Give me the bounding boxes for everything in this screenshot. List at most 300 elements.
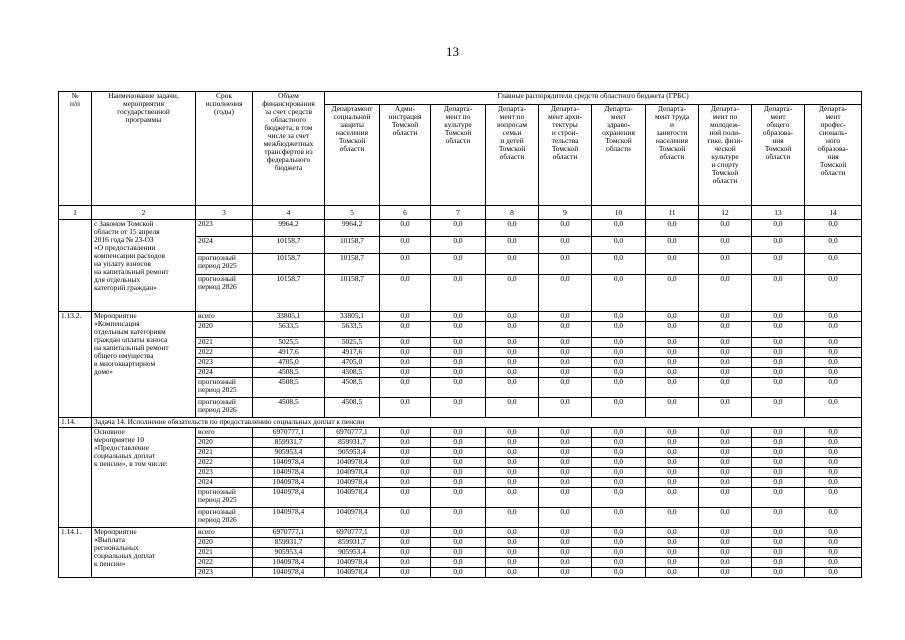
row-period: прогнозный период 2025 — [196, 378, 253, 398]
row-department-value: 0,0 — [539, 448, 592, 458]
row-period: 2023 — [196, 468, 253, 478]
row-social-protection: 1040978,4 — [325, 488, 380, 508]
row-department-value: 0,0 — [752, 220, 805, 237]
row-department-value: 0,0 — [539, 322, 592, 338]
row-department-value: 0,0 — [699, 508, 752, 528]
row-period: 2021 — [196, 448, 253, 458]
table-row — [59, 220, 862, 237]
row-department-value: 0,0 — [592, 458, 646, 468]
row-department-value: 0,0 — [646, 488, 699, 508]
row-department-value: 0,0 — [380, 468, 431, 478]
row-department-value: 0,0 — [486, 358, 539, 368]
row-department-value: 0,0 — [431, 508, 486, 528]
row-department-value: 0,0 — [380, 338, 431, 348]
row-total: 4508,5 — [253, 378, 325, 398]
row-department-value: 0,0 — [380, 448, 431, 458]
row-department-value: 0,0 — [646, 220, 699, 237]
row-social-protection: 6970777,1 — [325, 528, 380, 538]
row-department-value: 0,0 — [486, 478, 539, 488]
row-period: прогнозный период 2025 — [196, 254, 253, 275]
row-department-value: 0,0 — [539, 237, 592, 254]
header-department: Департа- мент по вопросам семьи и детей Томской области — [486, 105, 539, 206]
row-department-value: 0,0 — [752, 468, 805, 478]
row-department-value: 0,0 — [431, 478, 486, 488]
header-grbs: Главные распорядители средств областного бюджета (ГРБС) — [325, 92, 862, 105]
row-department-value: 0,0 — [752, 368, 805, 378]
task-title: Задача 14. Исполнение обязательств по предоставлению социальных доплат к пенсии — [92, 418, 862, 428]
row-social-protection: 859931,7 — [325, 438, 380, 448]
table-row — [59, 312, 862, 322]
row-total: 859931,7 — [253, 538, 325, 548]
row-department-value: 0,0 — [592, 322, 646, 338]
row-department-value: 0,0 — [699, 478, 752, 488]
column-number: 5 — [325, 206, 380, 220]
table-row — [59, 428, 862, 438]
row-department-value: 0,0 — [431, 568, 486, 578]
row-department-value: 0,0 — [431, 528, 486, 538]
row-department-value: 0,0 — [539, 275, 592, 312]
row-period: 2021 — [196, 338, 253, 348]
row-department-value: 0,0 — [752, 438, 805, 448]
row-department-value: 0,0 — [486, 558, 539, 568]
row-department-value: 0,0 — [752, 538, 805, 548]
row-department-value: 0,0 — [752, 428, 805, 438]
row-period: прогнозный период 2026 — [196, 508, 253, 528]
row-department-value: 0,0 — [646, 368, 699, 378]
row-department-value: 0,0 — [805, 448, 862, 458]
row-department-value: 0,0 — [592, 438, 646, 448]
row-total: 1040978,4 — [253, 508, 325, 528]
row-total: 1040978,4 — [253, 458, 325, 468]
row-department-value: 0,0 — [539, 338, 592, 348]
row-social-protection: 10158,7 — [325, 237, 380, 254]
row-name: с Законом Томской области от 15 апреля 2016 года № 23-ОЗ «О предоставлении компенсации расходов на уплату взносов на капитальный ремонт для отдельных категорий граждан» — [92, 220, 196, 312]
row-department-value: 0,0 — [431, 438, 486, 448]
row-code: 1.13.2. — [59, 312, 92, 418]
row-department-value: 0,0 — [805, 548, 862, 558]
row-department-value: 0,0 — [486, 398, 539, 418]
column-number: 10 — [592, 206, 646, 220]
row-department-value: 0,0 — [805, 398, 862, 418]
header-department: Департамент социальной защиты населения Томской области — [325, 105, 380, 206]
row-department-value: 0,0 — [592, 358, 646, 368]
row-department-value: 0,0 — [699, 428, 752, 438]
row-department-value: 0,0 — [592, 275, 646, 312]
row-department-value: 0,0 — [380, 568, 431, 578]
row-department-value: 0,0 — [752, 312, 805, 322]
row-total: 1040978,4 — [253, 568, 325, 578]
row-department-value: 0,0 — [805, 237, 862, 254]
row-period: 2022 — [196, 458, 253, 468]
row-department-value: 0,0 — [592, 378, 646, 398]
row-department-value: 0,0 — [805, 558, 862, 568]
row-total: 4508,5 — [253, 368, 325, 378]
row-total: 1040978,4 — [253, 488, 325, 508]
row-period: всего — [196, 312, 253, 322]
row-department-value: 0,0 — [752, 478, 805, 488]
row-department-value: 0,0 — [431, 237, 486, 254]
row-department-value: 0,0 — [539, 220, 592, 237]
header-volume: Объем финансирования за счет средств областного бюджета, в том числе за счет межбюджетных трансфертов из федерального бюджета — [253, 92, 325, 206]
row-department-value: 0,0 — [486, 438, 539, 448]
row-department-value: 0,0 — [752, 508, 805, 528]
header-department: Департа- мент труда и занятости населения Томской области — [646, 105, 699, 206]
row-department-value: 0,0 — [380, 237, 431, 254]
row-department-value: 0,0 — [539, 254, 592, 275]
row-total: 9964,2 — [253, 220, 325, 237]
row-department-value: 0,0 — [486, 237, 539, 254]
column-number: 14 — [805, 206, 862, 220]
header-department: Департа- мент по культуре Томской области — [431, 105, 486, 206]
row-total: 10158,7 — [253, 275, 325, 312]
row-department-value: 0,0 — [486, 312, 539, 322]
row-department-value: 0,0 — [380, 322, 431, 338]
row-department-value: 0,0 — [380, 548, 431, 558]
row-department-value: 0,0 — [431, 275, 486, 312]
row-department-value: 0,0 — [539, 312, 592, 322]
row-department-value: 0,0 — [380, 558, 431, 568]
row-department-value: 0,0 — [486, 368, 539, 378]
row-department-value: 0,0 — [699, 220, 752, 237]
row-department-value: 0,0 — [752, 488, 805, 508]
row-total: 10158,7 — [253, 254, 325, 275]
column-number: 7 — [431, 206, 486, 220]
row-department-value: 0,0 — [699, 237, 752, 254]
row-social-protection: 1040978,4 — [325, 478, 380, 488]
row-department-value: 0,0 — [699, 488, 752, 508]
row-department-value: 0,0 — [380, 254, 431, 275]
row-department-value: 0,0 — [752, 275, 805, 312]
row-department-value: 0,0 — [380, 378, 431, 398]
row-total: 1040978,4 — [253, 558, 325, 568]
row-department-value: 0,0 — [699, 458, 752, 468]
row-department-value: 0,0 — [486, 468, 539, 478]
header-department: Департа- мент профес- сиональ- ного образова- ния Томской области — [805, 105, 862, 206]
row-department-value: 0,0 — [380, 488, 431, 508]
row-department-value: 0,0 — [592, 528, 646, 538]
row-department-value: 0,0 — [699, 358, 752, 368]
row-department-value: 0,0 — [539, 488, 592, 508]
row-department-value: 0,0 — [805, 528, 862, 538]
row-department-value: 0,0 — [431, 338, 486, 348]
column-number: 6 — [380, 206, 431, 220]
row-department-value: 0,0 — [699, 254, 752, 275]
row-social-protection: 1040978,4 — [325, 468, 380, 478]
row-total: 5025,5 — [253, 338, 325, 348]
row-period: 2020 — [196, 322, 253, 338]
row-department-value: 0,0 — [486, 548, 539, 558]
row-department-value: 0,0 — [646, 468, 699, 478]
row-social-protection: 905953,4 — [325, 548, 380, 558]
row-name: Мероприятие «Выплата региональных социальных доплат к пенсии» — [92, 528, 196, 578]
row-department-value: 0,0 — [431, 322, 486, 338]
row-department-value: 0,0 — [592, 478, 646, 488]
row-social-protection: 4508,5 — [325, 378, 380, 398]
row-department-value: 0,0 — [539, 558, 592, 568]
row-department-value: 0,0 — [539, 538, 592, 548]
column-number: 13 — [752, 206, 805, 220]
header-name: Наименование задачи, мероприятия государственной программы — [92, 92, 196, 206]
row-department-value: 0,0 — [592, 312, 646, 322]
row-department-value: 0,0 — [646, 428, 699, 438]
row-period: всего — [196, 428, 253, 438]
column-number: 8 — [486, 206, 539, 220]
row-department-value: 0,0 — [752, 348, 805, 358]
row-department-value: 0,0 — [431, 358, 486, 368]
row-department-value: 0,0 — [486, 488, 539, 508]
row-department-value: 0,0 — [646, 528, 699, 538]
row-department-value: 0,0 — [539, 528, 592, 538]
row-department-value: 0,0 — [431, 312, 486, 322]
row-period: 2020 — [196, 438, 253, 448]
row-social-protection: 33805,1 — [325, 312, 380, 322]
row-period: 2024 — [196, 368, 253, 378]
row-total: 33805,1 — [253, 312, 325, 322]
row-department-value: 0,0 — [805, 348, 862, 358]
row-department-value: 0,0 — [380, 478, 431, 488]
row-department-value: 0,0 — [646, 338, 699, 348]
row-department-value: 0,0 — [486, 428, 539, 438]
row-department-value: 0,0 — [539, 428, 592, 438]
row-department-value: 0,0 — [752, 358, 805, 368]
row-name: Мероприятие «Компенсация отдельным категориям граждан оплаты взноса на капитальный ремонт общего имущества в многоквартирном доме» — [92, 312, 196, 418]
row-department-value: 0,0 — [380, 508, 431, 528]
row-social-protection: 4508,5 — [325, 398, 380, 418]
row-department-value: 0,0 — [486, 568, 539, 578]
row-department-value: 0,0 — [431, 468, 486, 478]
row-department-value: 0,0 — [486, 528, 539, 538]
row-department-value: 0,0 — [592, 338, 646, 348]
row-department-value: 0,0 — [646, 254, 699, 275]
row-total: 5633,5 — [253, 322, 325, 338]
row-department-value: 0,0 — [646, 275, 699, 312]
row-department-value: 0,0 — [805, 378, 862, 398]
row-social-protection: 10158,7 — [325, 254, 380, 275]
row-total: 859931,7 — [253, 438, 325, 448]
row-department-value: 0,0 — [805, 312, 862, 322]
row-department-value: 0,0 — [699, 378, 752, 398]
row-department-value: 0,0 — [805, 458, 862, 468]
row-department-value: 0,0 — [431, 548, 486, 558]
row-department-value: 0,0 — [805, 275, 862, 312]
row-period: прогнозный период 2026 — [196, 275, 253, 312]
row-department-value: 0,0 — [539, 438, 592, 448]
row-period: 2022 — [196, 348, 253, 358]
row-department-value: 0,0 — [752, 378, 805, 398]
row-department-value: 0,0 — [486, 538, 539, 548]
row-department-value: 0,0 — [539, 508, 592, 528]
row-department-value: 0,0 — [646, 538, 699, 548]
column-number: 4 — [253, 206, 325, 220]
row-department-value: 0,0 — [592, 468, 646, 478]
row-department-value: 0,0 — [699, 348, 752, 358]
row-period: 2021 — [196, 548, 253, 558]
row-department-value: 0,0 — [380, 368, 431, 378]
row-department-value: 0,0 — [752, 322, 805, 338]
row-total: 905953,4 — [253, 448, 325, 458]
row-department-value: 0,0 — [431, 254, 486, 275]
row-social-protection: 1040978,4 — [325, 508, 380, 528]
row-department-value: 0,0 — [380, 275, 431, 312]
row-department-value: 0,0 — [539, 548, 592, 558]
row-social-protection: 9964,2 — [325, 220, 380, 237]
row-department-value: 0,0 — [646, 322, 699, 338]
row-department-value: 0,0 — [699, 275, 752, 312]
row-department-value: 0,0 — [646, 448, 699, 458]
row-department-value: 0,0 — [699, 548, 752, 558]
row-total: 4508,5 — [253, 398, 325, 418]
row-social-protection: 10158,7 — [325, 275, 380, 312]
row-department-value: 0,0 — [486, 275, 539, 312]
row-department-value: 0,0 — [752, 254, 805, 275]
row-department-value: 0,0 — [699, 468, 752, 478]
row-department-value: 0,0 — [805, 538, 862, 548]
row-department-value: 0,0 — [699, 368, 752, 378]
row-department-value: 0,0 — [431, 398, 486, 418]
row-department-value: 0,0 — [646, 548, 699, 558]
row-department-value: 0,0 — [592, 558, 646, 568]
row-department-value: 0,0 — [805, 488, 862, 508]
row-department-value: 0,0 — [646, 458, 699, 468]
row-department-value: 0,0 — [699, 398, 752, 418]
row-department-value: 0,0 — [431, 458, 486, 468]
row-department-value: 0,0 — [646, 348, 699, 358]
row-department-value: 0,0 — [805, 220, 862, 237]
row-code — [59, 428, 92, 528]
row-department-value: 0,0 — [592, 348, 646, 358]
row-department-value: 0,0 — [539, 378, 592, 398]
row-department-value: 0,0 — [646, 568, 699, 578]
header-department: Департа- мент по молодеж- ной поли- тике, физи- ческой культуре и спорту Томской области — [699, 105, 752, 206]
row-department-value: 0,0 — [805, 478, 862, 488]
header-department: Адми- нистрация Томской области — [380, 105, 431, 206]
row-department-value: 0,0 — [592, 488, 646, 508]
row-department-value: 0,0 — [380, 358, 431, 368]
row-department-value: 0,0 — [539, 468, 592, 478]
row-department-value: 0,0 — [592, 368, 646, 378]
column-number: 12 — [699, 206, 752, 220]
row-total: 4705,0 — [253, 358, 325, 368]
header-department: Департа- мент здраво- охранения Томской области — [592, 105, 646, 206]
row-department-value: 0,0 — [431, 488, 486, 508]
row-total: 10158,7 — [253, 237, 325, 254]
row-department-value: 0,0 — [539, 368, 592, 378]
row-department-value: 0,0 — [699, 528, 752, 538]
row-social-protection: 1040978,4 — [325, 458, 380, 468]
column-number: 9 — [539, 206, 592, 220]
row-period: 2023 — [196, 220, 253, 237]
row-department-value: 0,0 — [592, 237, 646, 254]
row-period: всего — [196, 528, 253, 538]
row-total: 1040978,4 — [253, 478, 325, 488]
row-department-value: 0,0 — [486, 448, 539, 458]
row-department-value: 0,0 — [699, 558, 752, 568]
row-department-value: 0,0 — [646, 478, 699, 488]
header-number: № п/п — [59, 92, 92, 206]
row-department-value: 0,0 — [699, 322, 752, 338]
row-department-value: 0,0 — [380, 528, 431, 538]
row-department-value: 0,0 — [646, 398, 699, 418]
row-department-value: 0,0 — [486, 254, 539, 275]
row-social-protection: 6970777,1 — [325, 428, 380, 438]
row-department-value: 0,0 — [699, 448, 752, 458]
row-period: 2023 — [196, 358, 253, 368]
row-department-value: 0,0 — [805, 358, 862, 368]
row-department-value: 0,0 — [646, 508, 699, 528]
column-number: 2 — [92, 206, 196, 220]
row-department-value: 0,0 — [752, 458, 805, 468]
header-department: Департа- мент архи- тектуры и строи- тельства Томской области — [539, 105, 592, 206]
row-department-value: 0,0 — [646, 378, 699, 398]
row-code — [59, 220, 92, 312]
row-department-value: 0,0 — [486, 508, 539, 528]
row-department-value: 0,0 — [592, 428, 646, 438]
row-total: 4917,6 — [253, 348, 325, 358]
row-department-value: 0,0 — [592, 220, 646, 237]
row-social-protection: 1040978,4 — [325, 558, 380, 568]
row-department-value: 0,0 — [431, 378, 486, 398]
row-department-value: 0,0 — [431, 538, 486, 548]
row-department-value: 0,0 — [592, 448, 646, 458]
column-number: 1 — [59, 206, 92, 220]
row-department-value: 0,0 — [752, 338, 805, 348]
row-department-value: 0,0 — [646, 358, 699, 368]
row-period: 2020 — [196, 538, 253, 548]
row-department-value: 0,0 — [380, 428, 431, 438]
row-code: 1.14.1. — [59, 528, 92, 578]
row-code: 1.14. — [59, 418, 92, 428]
row-department-value: 0,0 — [592, 538, 646, 548]
row-department-value: 0,0 — [699, 538, 752, 548]
row-department-value: 0,0 — [380, 220, 431, 237]
row-social-protection: 905953,4 — [325, 448, 380, 458]
row-department-value: 0,0 — [646, 558, 699, 568]
row-period: 2024 — [196, 478, 253, 488]
row-department-value: 0,0 — [752, 548, 805, 558]
row-social-protection: 4705,0 — [325, 358, 380, 368]
row-period: 2022 — [196, 558, 253, 568]
row-department-value: 0,0 — [539, 478, 592, 488]
row-name: Основное мероприятие 10 «Предоставление социальных доплат к пенсии», в том числе: — [92, 428, 196, 528]
row-department-value: 0,0 — [592, 398, 646, 418]
task-row — [59, 418, 862, 428]
row-department-value: 0,0 — [805, 508, 862, 528]
row-social-protection: 5633,5 — [325, 322, 380, 338]
row-department-value: 0,0 — [486, 338, 539, 348]
column-number: 11 — [646, 206, 699, 220]
row-period: прогнозный период 2025 — [196, 488, 253, 508]
row-department-value: 0,0 — [646, 237, 699, 254]
row-social-protection: 4508,5 — [325, 368, 380, 378]
budget-table — [58, 91, 862, 578]
row-social-protection: 5025,5 — [325, 338, 380, 348]
row-total: 905953,4 — [253, 548, 325, 558]
row-department-value: 0,0 — [486, 378, 539, 398]
row-department-value: 0,0 — [699, 438, 752, 448]
row-department-value: 0,0 — [431, 428, 486, 438]
row-department-value: 0,0 — [699, 338, 752, 348]
row-department-value: 0,0 — [592, 508, 646, 528]
row-social-protection: 1040978,4 — [325, 568, 380, 578]
row-department-value: 0,0 — [539, 348, 592, 358]
row-department-value: 0,0 — [380, 348, 431, 358]
row-department-value: 0,0 — [805, 254, 862, 275]
row-department-value: 0,0 — [486, 220, 539, 237]
row-department-value: 0,0 — [752, 448, 805, 458]
row-department-value: 0,0 — [805, 468, 862, 478]
row-department-value: 0,0 — [592, 548, 646, 558]
row-department-value: 0,0 — [431, 220, 486, 237]
